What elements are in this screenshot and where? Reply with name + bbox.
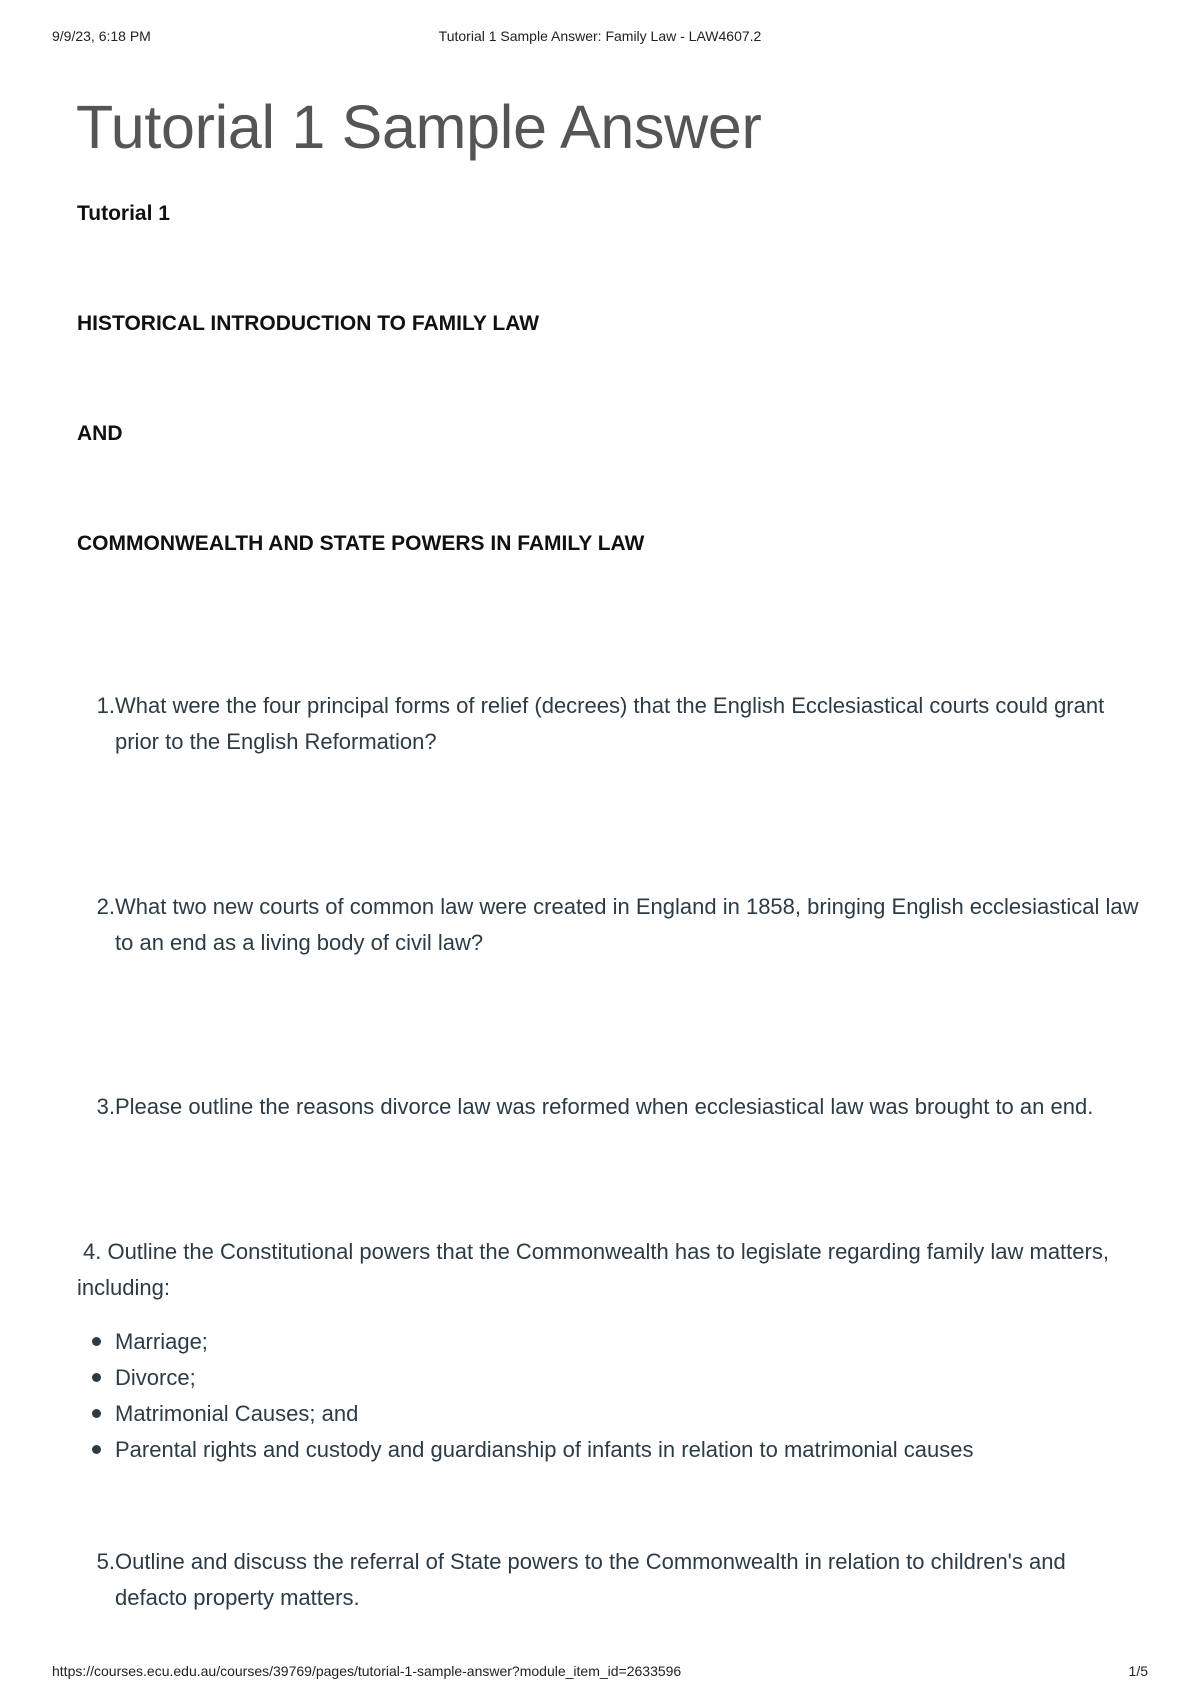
list-item-text: Parental rights and custody and guardianship of infants in relation to matrimonial causes bbox=[115, 1437, 974, 1462]
tutorial-heading: Tutorial 1 bbox=[77, 202, 170, 225]
commonwealth-heading: COMMONWEALTH AND STATE POWERS IN FAMILY LAW bbox=[77, 532, 645, 555]
question-5 bbox=[77, 1544, 1140, 1616]
list-item-text: Marriage; bbox=[115, 1329, 208, 1354]
historical-heading: HISTORICAL INTRODUCTION TO FAMILY LAW bbox=[77, 312, 540, 335]
page-title: Tutorial 1 Sample Answer bbox=[76, 93, 762, 161]
question-number: 2. bbox=[96, 894, 115, 919]
print-url: https://courses.ecu.edu.au/courses/39769/pages/tutorial-1-sample-answer?module_item_id=2633596 bbox=[52, 1663, 682, 1679]
question-4-bullets bbox=[77, 1324, 1140, 1468]
list-item bbox=[77, 1360, 1140, 1396]
question-text: What two new courts of common law were created in England in 1858, bringing English ecclesiastical law to an end as a living body of civil law? bbox=[115, 894, 1139, 955]
and-heading: AND bbox=[77, 422, 123, 445]
print-footer bbox=[52, 1663, 1148, 1683]
question-text: Outline and discuss the referral of State powers to the Commonwealth in relation to children's and defacto property matters. bbox=[115, 1549, 1066, 1610]
question-number: 5. bbox=[96, 1549, 115, 1574]
question-text: What were the four principal forms of relief (decrees) that the English Ecclesiastical courts could grant prior to the English Reformation? bbox=[115, 693, 1105, 754]
bullet-dot bbox=[92, 1445, 101, 1454]
question-number: 1. bbox=[96, 693, 115, 718]
print-page-title: Tutorial 1 Sample Answer: Family Law - LAW4607.2 bbox=[438, 28, 762, 44]
print-datetime: 9/9/23, 6:18 PM bbox=[52, 28, 151, 44]
question-text: Please outline the reasons divorce law was reformed when ecclesiastical law was brought to an end. bbox=[115, 1094, 1094, 1119]
print-header bbox=[52, 28, 1148, 48]
list-item-text: Matrimonial Causes; and bbox=[115, 1401, 359, 1426]
bullet-dot bbox=[92, 1409, 101, 1418]
list-item bbox=[77, 1324, 1140, 1360]
print-page-number: 1/5 bbox=[1128, 1663, 1148, 1679]
list-item-text: Divorce; bbox=[115, 1365, 196, 1390]
question-4: 4. Outline the Constitutional powers that the Commonwealth has to legislate regarding family law matters, including: bbox=[77, 1239, 1109, 1300]
question-3 bbox=[77, 1089, 1140, 1125]
bullet-dot bbox=[92, 1373, 101, 1382]
list-item bbox=[77, 1432, 1140, 1468]
question-1 bbox=[77, 688, 1140, 760]
question-2 bbox=[77, 889, 1140, 961]
bullet-dot bbox=[92, 1337, 101, 1346]
list-item bbox=[77, 1396, 1140, 1432]
question-number: 3. bbox=[96, 1094, 115, 1119]
